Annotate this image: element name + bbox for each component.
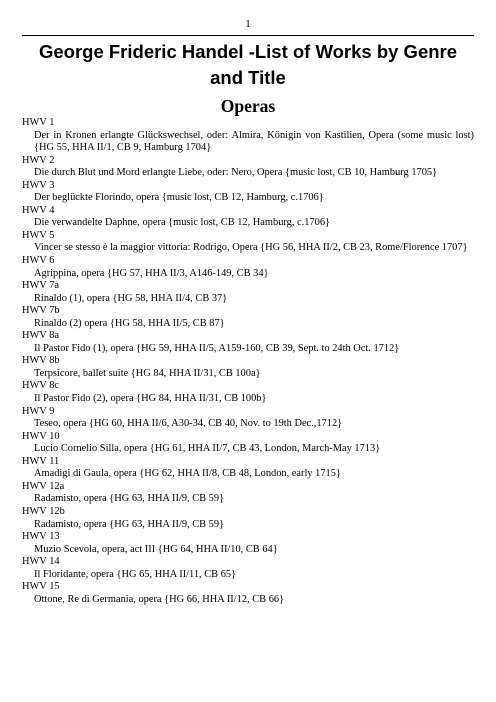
- page-number: 1: [245, 18, 251, 30]
- work-catalog-number: HWV 6: [22, 255, 55, 267]
- work-entry: [22, 431, 474, 456]
- work-catalog-number: HWV 10: [22, 430, 60, 442]
- work-catalog-number: HWV 12a: [22, 480, 65, 492]
- work-entry: [22, 280, 474, 305]
- work-description: Rinaldo (1), opera {HG 58, HHA II/4, CB 37}: [34, 292, 228, 304]
- work-entry: [22, 330, 474, 355]
- work-catalog-number: HWV 3: [22, 179, 55, 191]
- work-description: Muzio Scevola, opera, act III {HG 64, HHA II/10, CB 64}: [34, 543, 278, 555]
- work-description: Teseo, opera {HG 60, HHA II/6, A30-34, CB 40, Nov. to 19th Dec.,1712}: [34, 418, 343, 430]
- work-entry: [22, 355, 474, 380]
- work-catalog-number: HWV 12b: [22, 505, 65, 517]
- works-list: [22, 117, 474, 606]
- work-entry: [22, 180, 474, 205]
- work-entry: [22, 481, 474, 506]
- work-entry: [22, 255, 474, 280]
- work-entry: [22, 506, 474, 531]
- work-entry: [22, 556, 474, 581]
- work-entry: [22, 305, 474, 330]
- work-description: Die verwandelte Daphne, opera {music lost, CB 12, Hamburg, c.1706}: [34, 217, 331, 229]
- work-description: Vincer se stesso è la maggior vittoria: Rodrigo, Opera {HG 56, HHA II/2, CB 23, Rome/Florence 1707}: [34, 242, 468, 254]
- work-entry: [22, 531, 474, 556]
- work-description: Amadigi di Gaula, opera {HG 62, HHA II/8, CB 48, London, early 1715}: [34, 468, 341, 480]
- work-description: Il Floridante, opera {HG 65, HHA II/11, CB 65}: [34, 568, 237, 580]
- work-catalog-number: HWV 5: [22, 229, 55, 241]
- work-catalog-number: HWV 8b: [22, 355, 60, 367]
- work-description: Agrippina, opera {HG 57, HHA II/3, A146-149, CB 34}: [34, 267, 269, 279]
- work-description: Terpsicore, ballet suite {HG 84, HHA II/31, CB 100a}: [34, 367, 261, 379]
- work-entry: [22, 117, 474, 155]
- work-entry: [22, 155, 474, 180]
- work-entry: [22, 230, 474, 255]
- document-title: George Frideric Handel -List of Works by Genre and Title: [38, 41, 458, 88]
- work-catalog-number: HWV 8a: [22, 330, 60, 342]
- section-heading: Operas: [220, 96, 276, 116]
- work-description: Rinaldo (2) opera {HG 58, HHA II/5, CB 87}: [34, 317, 225, 329]
- work-description: Der beglückte Florindo, opera {music lost, CB 12, Hamburg, c.1706}: [34, 192, 324, 204]
- work-catalog-number: HWV 4: [22, 204, 55, 216]
- work-catalog-number: HWV 1: [22, 117, 55, 128]
- work-catalog-number: HWV 14: [22, 556, 60, 568]
- work-catalog-number: HWV 7b: [22, 305, 60, 317]
- header-rule: [22, 35, 474, 36]
- work-description: Ottone, Re di Germania, opera {HG 66, HHA II/12, CB 66}: [34, 593, 285, 605]
- work-catalog-number: HWV 2: [22, 154, 55, 166]
- work-catalog-number: HWV 11: [22, 455, 60, 467]
- work-catalog-number: HWV 15: [22, 581, 60, 593]
- work-description: Il Pastor Fido (2), opera {HG 84, HHA II/31, CB 100b}: [34, 393, 267, 405]
- work-description: Il Pastor Fido (1), opera {HG 59, HHA II/5, A159-160, CB 39, Sept. to 24th Oct. 1712}: [34, 342, 400, 354]
- work-catalog-number: HWV 8c: [22, 380, 60, 392]
- work-description: Der in Kronen erlangte Glückswechsel, oder: Almira, Königin von Kastilien, Opera (some music lost) {HG 55, HHA II/1, CB 9, Hamburg 1704}: [34, 129, 474, 154]
- work-description: Die durch Blut und Mord erlangte Liebe, oder: Nero, Opera {music lost, CB 10, Hamburg 1705}: [34, 167, 438, 179]
- work-catalog-number: HWV 7a: [22, 280, 60, 292]
- work-entry: [22, 380, 474, 405]
- work-entry: [22, 581, 474, 606]
- work-description: Radamisto, opera {HG 63, HHA II/9, CB 59}: [34, 518, 225, 530]
- work-description: Lucio Cornelio Silla, opera {HG 61, HHA II/7, CB 43, London, March-May 1713}: [34, 443, 381, 455]
- work-entry: [22, 456, 474, 481]
- work-entry: [22, 205, 474, 230]
- work-catalog-number: HWV 13: [22, 531, 60, 543]
- work-entry: [22, 406, 474, 431]
- work-catalog-number: HWV 9: [22, 405, 55, 417]
- work-description: Radamisto, opera {HG 63, HHA II/9, CB 59}: [34, 493, 225, 505]
